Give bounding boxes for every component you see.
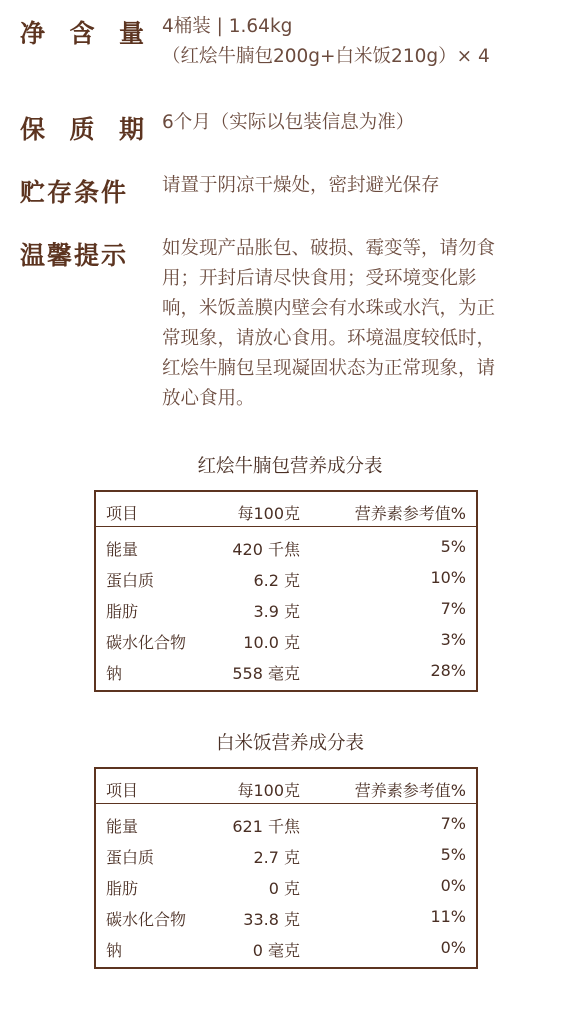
row-item: 能量 [106,817,139,836]
table-header-row [96,769,476,804]
row-nrv: 0% [440,876,466,895]
row-item: 脂肪 [106,602,139,621]
tips-text [162,234,567,414]
tips-line-3: 响，米饭盖膜内壁会有水珠或水汽，为正 [162,298,496,319]
table-row [96,593,476,624]
row-nrv: 3% [440,630,466,649]
table-row [96,655,476,690]
beef-nutrition-table [94,490,478,692]
table-row [96,624,476,655]
shelf-life-label-char-2: 质 [69,115,95,144]
shelf-life-label [20,110,144,146]
row-nrv: 5% [440,845,466,864]
row-value: 420 千焦 [232,540,300,559]
table-row [96,870,476,901]
row-nrv: 7% [440,814,466,833]
row-value: 33.8 克 [243,910,300,929]
header-item: 项目 [106,781,139,800]
row-value: 6.2 克 [253,571,300,590]
row-value: 3.9 克 [253,602,300,621]
shelf-life-label-char-3: 期 [118,115,144,144]
row-nrv: 10% [430,568,466,587]
net-content-label [20,14,144,50]
row-item: 蛋白质 [106,848,155,867]
table-row [96,562,476,593]
header-per-100g: 每100克 [237,781,300,800]
table-row [96,839,476,870]
row-nrv: 28% [430,661,466,680]
net-content-label-char-3: 量 [118,19,144,48]
row-value: 0 毫克 [252,941,300,960]
row-nrv: 5% [440,537,466,556]
table-row [96,531,476,562]
rice-nutrition-table [94,767,478,969]
row-item: 能量 [106,540,139,559]
row-value: 558 毫克 [232,664,300,683]
net-content-line-2: （红烩牛腩包200g+白米饭210g）× 4 [162,46,490,67]
header-per-100g: 每100克 [237,504,300,523]
row-item: 脂肪 [106,879,139,898]
header-item: 项目 [106,504,139,523]
row-item: 碳水化合物 [106,910,187,929]
row-nrv: 7% [440,599,466,618]
shelf-life-text: 6个月（实际以包装信息为准） [162,112,415,133]
shelf-life-label-char-1: 保 [20,115,46,144]
tips-line-2: 用；开封后请尽快食用；受环境变化影 [162,268,477,289]
table-header-row [96,492,476,527]
row-item: 蛋白质 [106,571,155,590]
row-value: 2.7 克 [253,848,300,867]
tips-line-5: 红烩牛腩包呈现凝固状态为正常现象，请 [162,358,496,379]
row-value: 621 千焦 [232,817,300,836]
row-item: 钠 [106,941,123,960]
table-row [96,808,476,839]
rice-nutrition-table-title: 白米饭营养成分表 [215,733,364,754]
net-content-label-char-2: 含 [69,19,95,48]
beef-nutrition-table-title: 红烩牛腩包营养成分表 [197,456,383,477]
header-nrv: 营养素参考值% [354,781,466,800]
row-item: 碳水化合物 [106,633,187,652]
net-content-label-char-1: 净 [20,19,46,48]
table-row [96,932,476,967]
net-content-text [162,12,567,72]
tips-line-6: 放心食用。 [162,388,255,409]
tips-label: 温馨提示 [20,241,129,270]
table-row [96,901,476,932]
row-nrv: 0% [440,938,466,957]
storage-text: 请置于阴凉干燥处，密封避光保存 [162,175,440,196]
net-content-line-1: 4桶装 | 1.64kg [162,16,293,37]
row-value: 10.0 克 [243,633,300,652]
storage-label: 贮存条件 [20,178,129,207]
tips-line-4: 常现象，请放心食用。环境温度较低时， [162,328,496,349]
tips-line-1: 如发现产品胀包、破损、霉变等，请勿食 [162,238,496,259]
row-item: 钠 [106,664,123,683]
row-nrv: 11% [430,907,466,926]
row-value: 0 克 [268,879,300,898]
header-nrv: 营养素参考值% [354,504,466,523]
